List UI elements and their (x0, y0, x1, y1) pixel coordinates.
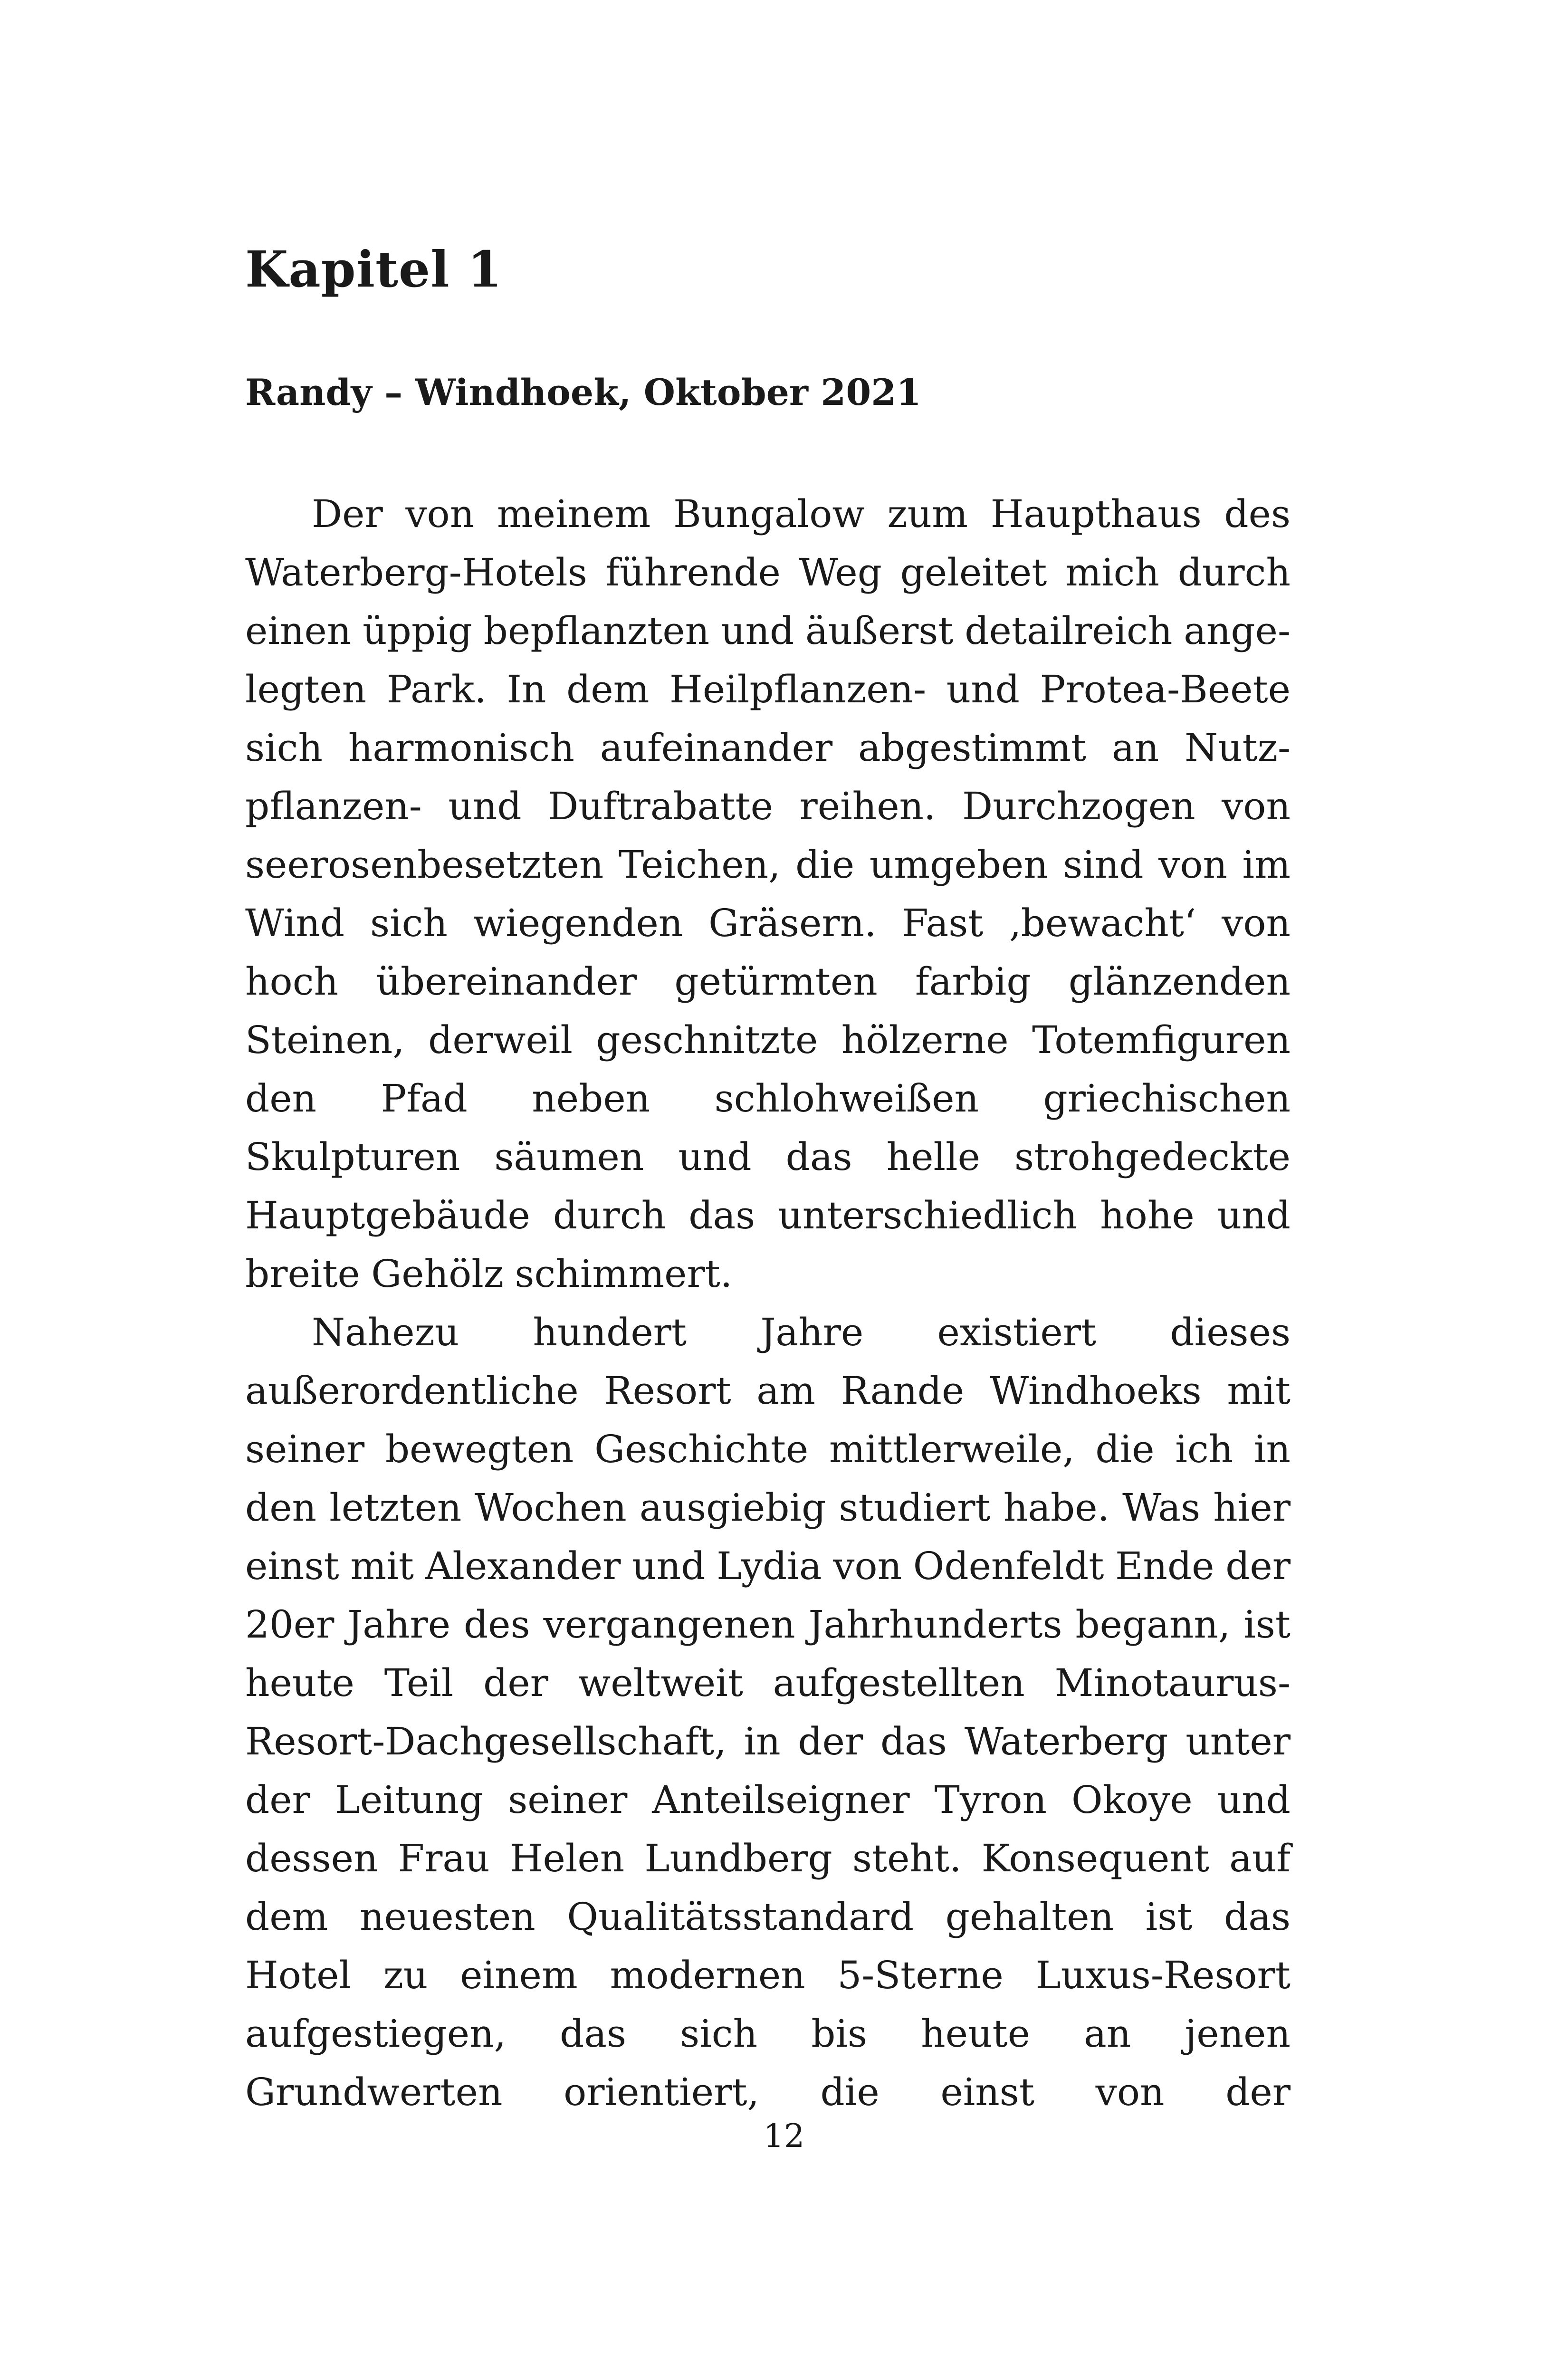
page-number: 12 (763, 2117, 805, 2155)
chapter-title: Kapitel 1 (245, 240, 503, 298)
paragraph: Der von meinem Bungalow zum Haupthaus des Waterberg-Hotels führende Weg geleitet mich durch einen üppig bepflanzten und äußerst detailreich angelegten Park. In dem Heilpflanzen- und Protea-Beete sich harmonisch aufeinander abgestimmt an Nutzpflanzen- und Duftrabatte reihen. Durchzogen von seerosenbesetzten Teichen, die umgeben sind von im Wind sich wiegenden Gräsern. Fast ‚bewacht‘ von hoch übereinander getürmten farbig glänzenden Steinen, derweil geschnitzte hölzerne Totemfiguren den Pfad neben schlohweißen griechischen Skulpturen säumen und das helle strohgedeckte Hauptgebäude durch das unterschiedlich hohe und breite Gehölz schimmert. (245, 492, 1291, 1296)
chapter-subtitle: Randy – Windhoek, Oktober 2021 (245, 371, 921, 413)
body-text (245, 485, 1291, 2121)
paragraph: Nahezu hundert Jahre existiert dieses außerordentliche Resort am Rande Windhoeks mit seiner bewegten Geschichte mittlerweile, die ich in den letzten Wochen ausgiebig studiert habe. Was hier einst mit Alexander und Lydia von Odenfeldt Ende der 20er Jahre des vergangenen Jahrhunderts begann, ist heute Teil der weltweit aufgestellten Minotaurus-Resort-Dachgesellschaft, in der das Waterberg unter der Leitung seiner Anteilseigner Tyron Okoye und dessen Frau Helen Lundberg steht. Konsequent auf dem neuesten Qualitätsstandard gehalten ist das Hotel zu einem modernen 5-Sterne Luxus-Resort aufgestiegen, das sich bis heute an jenen Grundwerten orientiert, die einst von der (245, 1310, 1291, 2114)
